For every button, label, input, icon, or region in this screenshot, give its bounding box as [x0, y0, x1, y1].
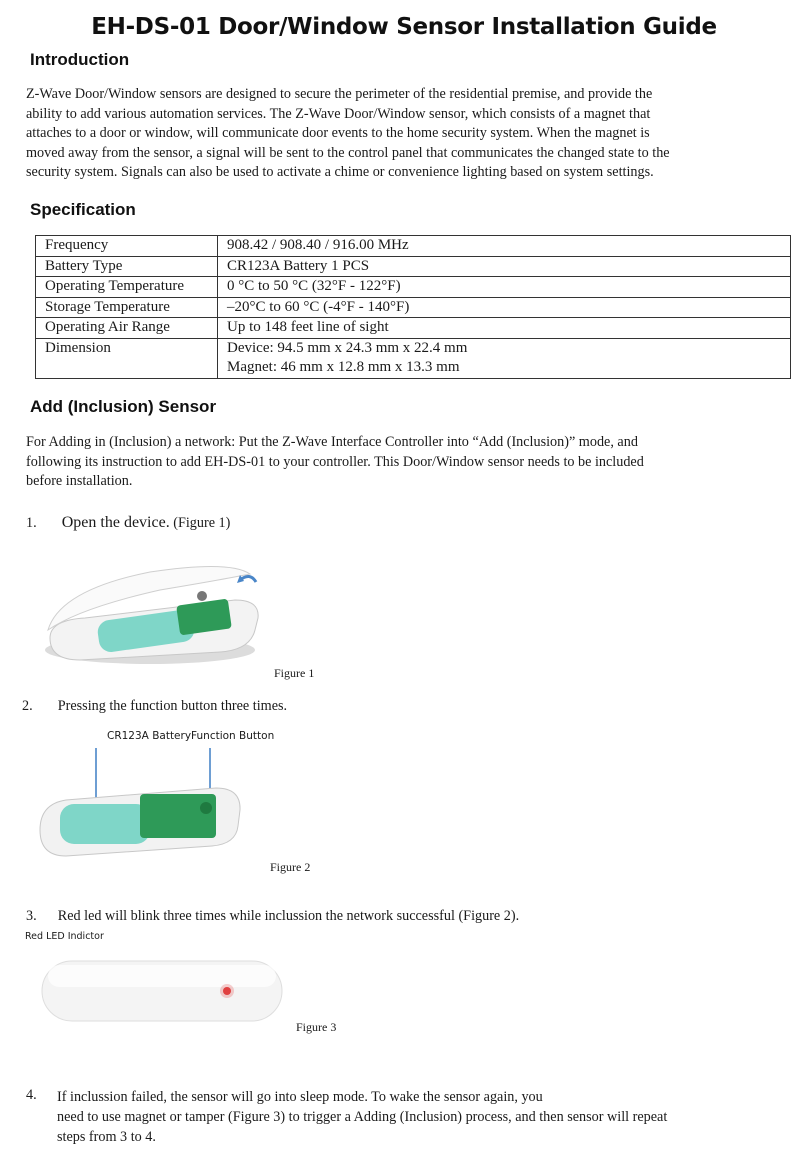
step-text: Red led will blink three times while inclussion the network successful (Figure 2). — [57, 908, 520, 924]
spec-value: 908.42 / 908.40 / 916.00 MHz — [218, 236, 791, 257]
spec-key: Dimension — [36, 338, 218, 378]
intro-line: ability to add various automation services. The Z-Wave Door/Window sensor, which consists of a magnet that — [26, 105, 651, 122]
spec-value — [218, 338, 791, 378]
intro-line: moved away from the sensor, a signal will be sent to the control panel that communicates the changed state to the — [26, 144, 670, 161]
table-row — [36, 318, 791, 339]
step-4-number: 4. — [26, 1087, 37, 1103]
step-text: If inclussion failed, the sensor will go into sleep mode. To wake the sensor again, you — [57, 1089, 543, 1105]
step-text: steps from 3 to 4. — [57, 1129, 156, 1145]
intro-line: security system. Signals can also be used to activate a chime or convenience lighting based on system settings. — [26, 164, 654, 180]
intro-paragraph — [26, 85, 738, 183]
figure-3-label: Red LED Indictor — [25, 931, 104, 942]
figure-3-sensor-image — [40, 955, 286, 1029]
figure-1-caption: Figure 1 — [274, 666, 315, 680]
spec-key: Battery Type — [36, 256, 218, 277]
page-title: EH-DS-01 Door/Window Sensor Installation Guide — [91, 14, 717, 40]
intro-line: attaches to a door or window, will communicate door events to the home security system. When the magnet is — [26, 125, 650, 141]
spec-table — [35, 235, 791, 379]
intro-line: Z-Wave Door/Window sensors are designed to secure the perimeter of the residential premise, and provide the — [26, 86, 653, 102]
spec-key: Frequency — [36, 236, 218, 257]
spec-key: Storage Temperature — [36, 297, 218, 318]
table-row — [36, 297, 791, 318]
add-line: For Adding in (Inclusion) a network: Put the Z-Wave Interface Controller into “Add (Inclusion)” mode, and — [26, 434, 638, 450]
add-heading: Add (Inclusion) Sensor — [30, 397, 217, 416]
step-text: need to use magnet or tamper (Figure 3) to trigger a Adding (Inclusion) process, and then sensor will repeat — [57, 1109, 668, 1125]
table-row — [36, 236, 791, 257]
spec-value: 0 °C to 50 °C (32°F - 122°F) — [218, 277, 791, 298]
step-text: Pressing the function button three times. — [57, 698, 288, 714]
dimension-magnet: Magnet: 46 mm x 12.8 mm x 13.3 mm — [227, 359, 460, 375]
spec-heading: Specification — [30, 200, 136, 219]
step-number: 2. — [22, 698, 33, 714]
add-paragraph — [26, 433, 738, 492]
step-4 — [57, 1087, 747, 1147]
add-line: before installation. — [26, 473, 133, 489]
spec-value: Up to 148 feet line of sight — [218, 318, 791, 339]
figure-3-caption: Figure 3 — [296, 1020, 337, 1034]
intro-heading: Introduction — [30, 50, 130, 69]
step-2 — [22, 698, 287, 715]
table-row — [36, 277, 791, 298]
table-row — [36, 338, 791, 378]
spec-value: CR123A Battery 1 PCS — [218, 256, 791, 277]
dimension-device: Device: 94.5 mm x 24.3 mm x 22.4 mm — [227, 339, 468, 356]
step-number: 3. — [26, 908, 37, 924]
figure-2-battery-image — [36, 748, 246, 860]
figure-1-open-device-image — [40, 560, 270, 670]
spec-key: Operating Temperature — [36, 277, 218, 298]
step-1 — [26, 514, 230, 532]
figure-2-label: CR123A BatteryFunction Button — [107, 730, 275, 742]
add-line: following its instruction to add EH-DS-01 to your controller. This Door/Window sensor needs to be included — [26, 453, 644, 470]
step-number: 1. — [26, 515, 37, 531]
step-text: Open the device. — [61, 514, 170, 531]
figure-2-caption: Figure 2 — [270, 860, 311, 874]
step-3 — [26, 908, 519, 925]
table-row — [36, 256, 791, 277]
spec-key: Operating Air Range — [36, 318, 218, 339]
step-figure-ref: (Figure 1) — [173, 515, 231, 531]
spec-value: –20°C to 60 °C (-4°F - 140°F) — [218, 297, 791, 318]
